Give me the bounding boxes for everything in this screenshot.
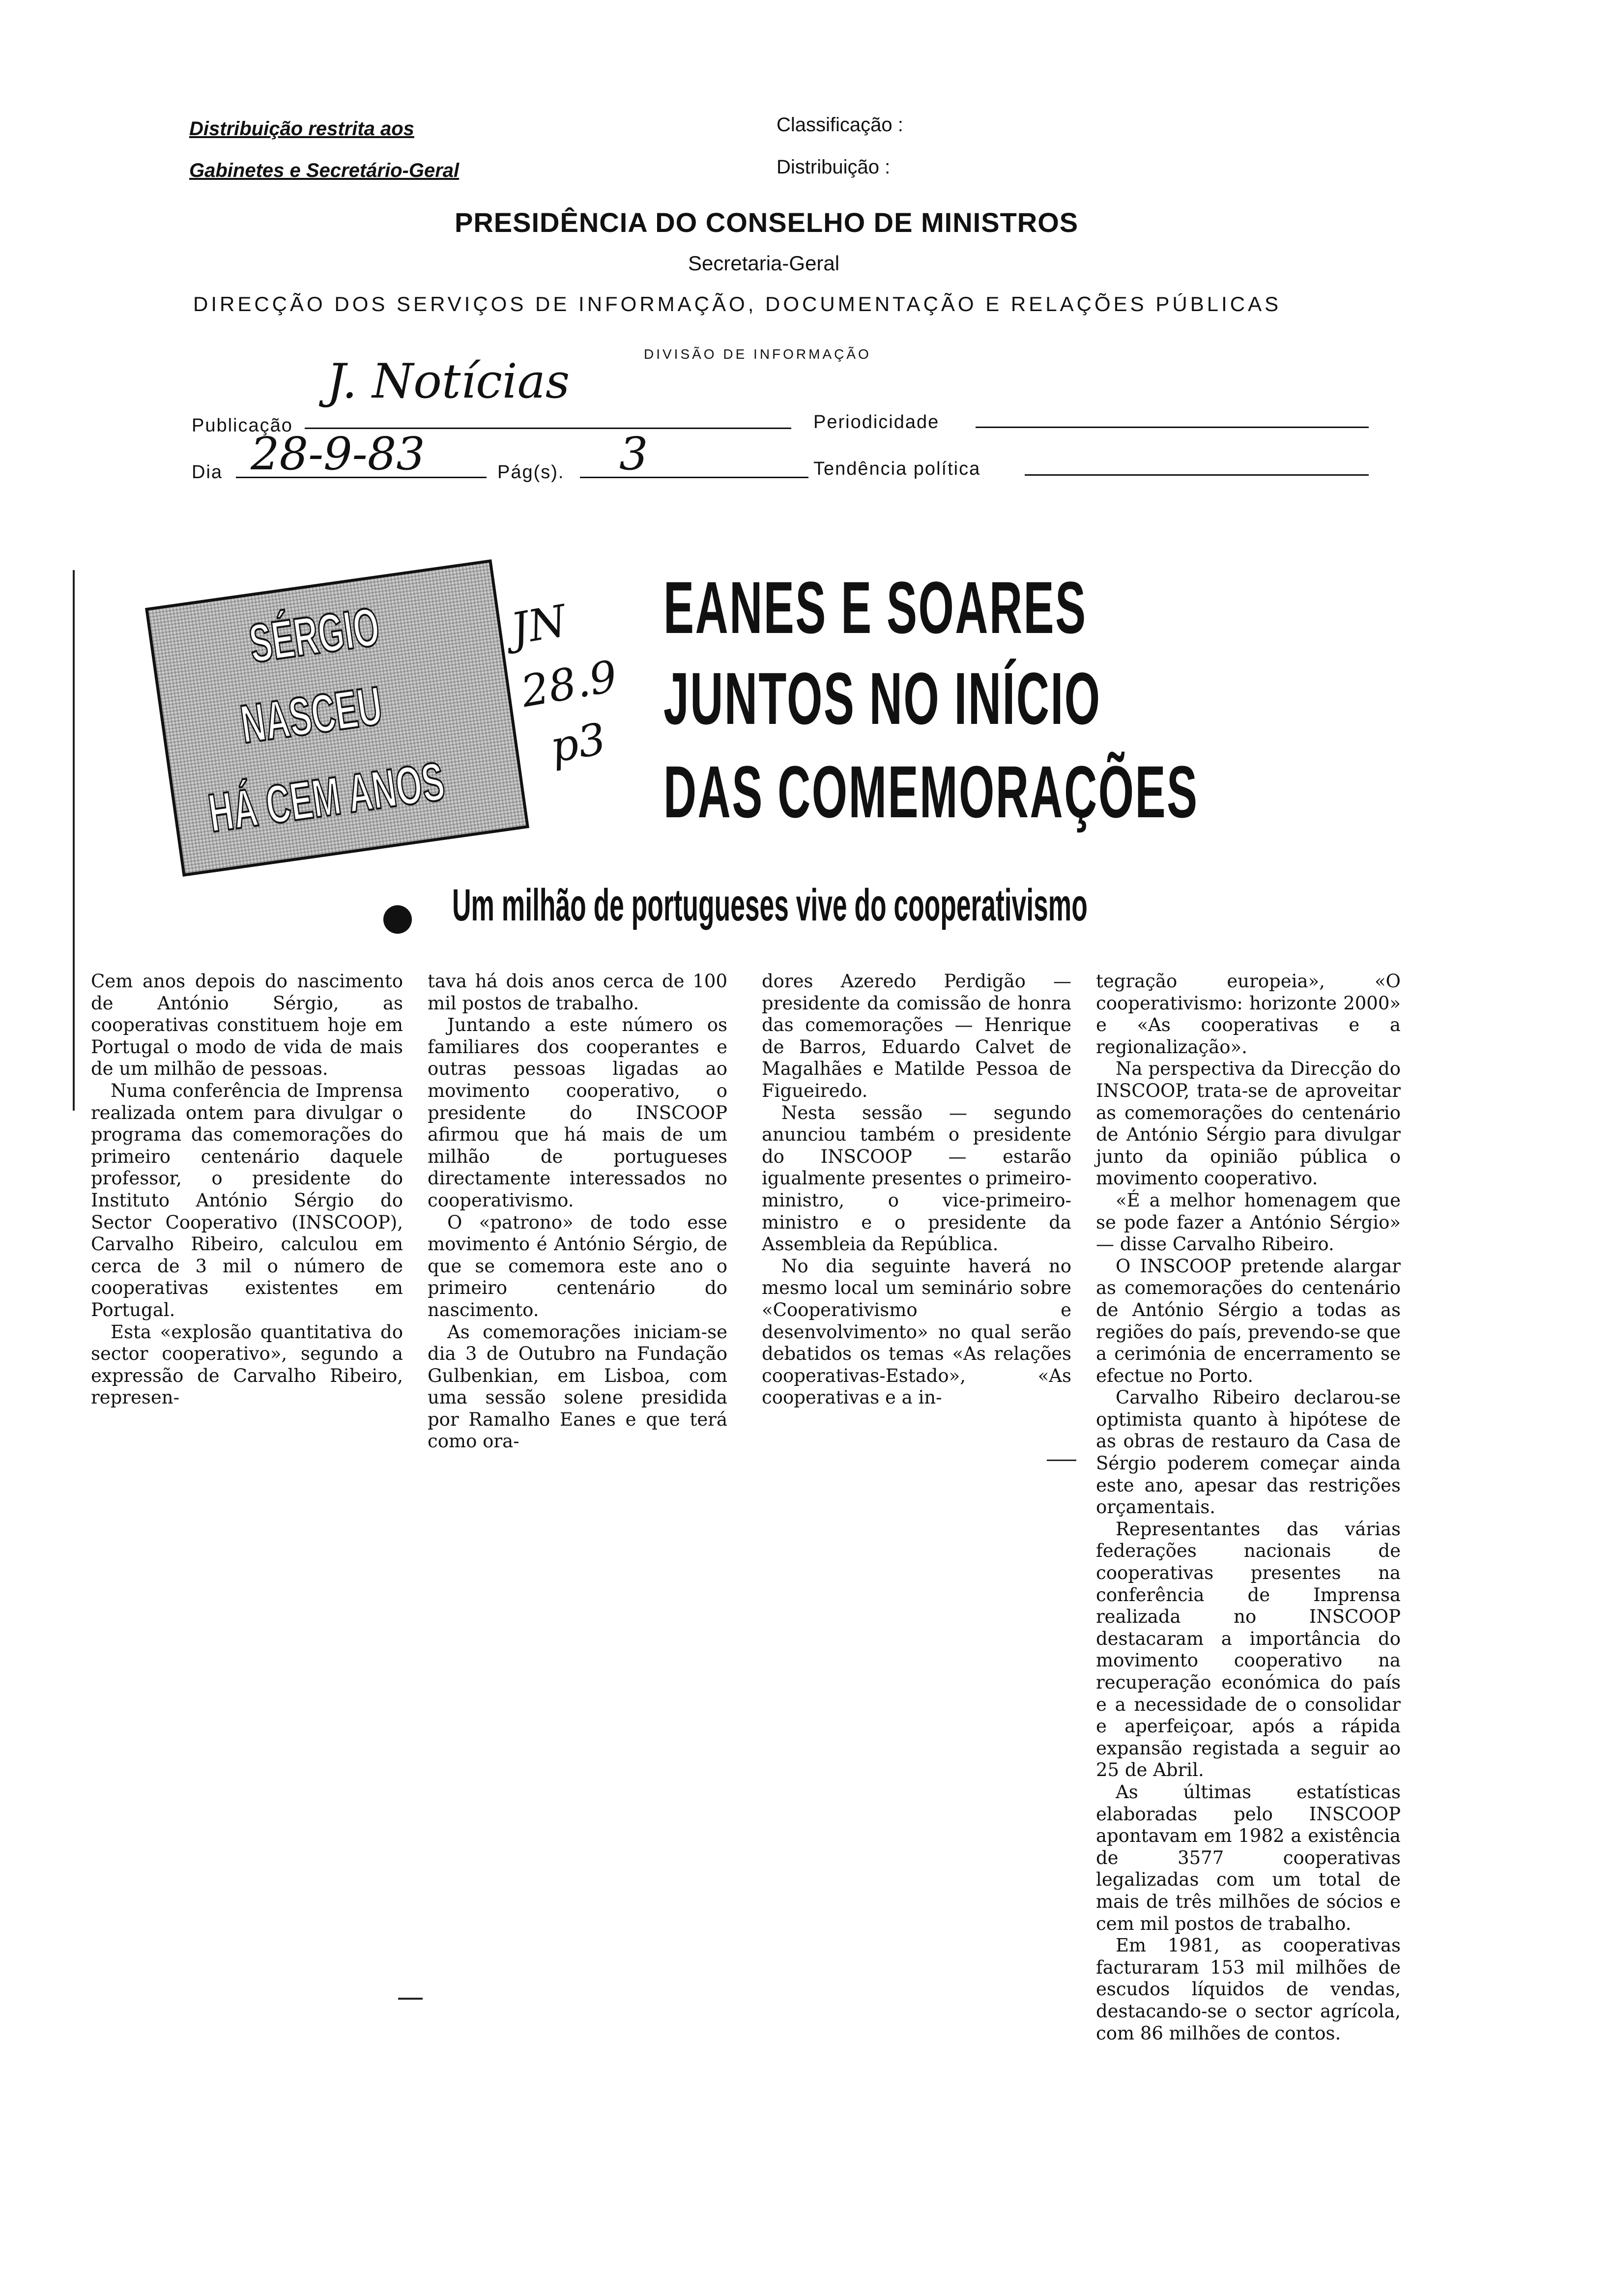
headline-line-3: DAS COMEMORAÇÕES [663, 750, 1199, 833]
pags-line [580, 477, 808, 478]
paragraph: tegração europeia», «O cooperativismo: horizonte 2000» e «As cooperativas e a regionalização». [1096, 971, 1401, 1058]
stray-mark [1047, 1460, 1076, 1461]
article-column-4 [1096, 971, 1401, 2044]
kicker-line-2: NASCEU [237, 675, 386, 755]
subheadline: Um milhão de portugueses vive do cooperativismo [452, 880, 1088, 930]
paragraph: Juntando a este número os familiares dos cooperantes e outras pessoas ligadas ao movimento cooperativo, o presidente do INSCOOP afirmou que há mais de um milhão de portugueses directamente interessados no cooperativismo. [428, 1014, 727, 1211]
kicker-text-group [145, 560, 523, 870]
pags-value: 3 [619, 428, 648, 480]
paragraph: «É a melhor homenagem que se pode fazer a António Sérgio» — disse Carvalho Ribeiro. [1096, 1189, 1401, 1255]
handwritten-note-line1: JN [507, 595, 571, 655]
page-subtitle: Secretaria-Geral [688, 252, 840, 275]
article-column-2 [428, 971, 727, 1453]
paragraph: Numa conferência de Imprensa realizada ontem para divulgar o programa das comemorações do primeiro centenário daquele professor, o presidente do Instituto António Sérgio do Sector Cooperativo (INSCOOP), Carvalho Ribeiro, calculou em cerca de 3 mil o número de cooperativas existentes em Portugal. [91, 1080, 403, 1320]
paragraph: Representantes das várias federações nacionais de cooperativas presentes na conferência de Imprensa realizada no INSCOOP destacaram a importância do movimento cooperativo na recuperação económica do país e a necessidade de o consolidar e aperfeiçoar, após a rápida expansão registada a seguir ao 25 de Abril. [1096, 1518, 1401, 1781]
headline-line-1: EANES E SOARES [663, 566, 1087, 649]
division-line: DIVISÃO DE INFORMAÇÃO [644, 346, 871, 362]
paragraph: No dia seguinte haverá no mesmo local um seminário sobre «Cooperativismo e desenvolvimento» no qual serão debatidos os temas «As relações cooperativas-Estado», «As cooperativas e a in- [762, 1255, 1071, 1408]
paragraph: Cem anos depois do nascimento de António Sérgio, as cooperativas constituem hoje em Portugal o modo de vida de mais de um milhão de pessoas. [91, 971, 403, 1080]
dia-value: 28-9-83 [251, 428, 425, 480]
page-title: PRESIDÊNCIA DO CONSELHO DE MINISTROS [455, 207, 1079, 238]
paragraph: dores Azeredo Perdigão — presidente da comissão de honra das comemorações — Henrique de Barros, Eduardo Calvet de Magalhães e Matilde Pessoa de Figueiredo. [762, 971, 1071, 1101]
restricted-distribution-line2: Gabinetes e Secretário-Geral [189, 160, 460, 181]
kicker-line-1: SÉRGIO [245, 596, 383, 674]
dia-label: Dia [192, 462, 223, 483]
paragraph: tava há dois anos cerca de 100 mil postos de trabalho. [428, 971, 727, 1014]
distribuicao-label: Distribuição : [777, 156, 891, 178]
clipping-left-edge [73, 570, 75, 1111]
classificacao-label: Classificação : [777, 114, 903, 136]
tendencia-line [1025, 474, 1369, 476]
directorate-line: DIRECÇÃO DOS SERVIÇOS DE INFORMAÇÃO, DOCUMENTAÇÃO E RELAÇÕES PÚBLICAS [193, 292, 1282, 316]
stray-mark [398, 1998, 423, 2000]
paragraph: Carvalho Ribeiro declarou-se optimista quanto à hipótese de as obras de restauro da Casa de Sérgio poderem começar ainda este ano, apesar das restrições orçamentais. [1096, 1387, 1401, 1518]
kicker-line-3: HÁ CEM ANOS [204, 750, 448, 844]
publicacao-value: J. Notícias [327, 354, 570, 409]
paragraph: As últimas estatísticas elaboradas pelo INSCOOP apontavam em 1982 a existência de 3577 cooperativas legalizadas com um total de mais de três milhões de sócios e cem mil postos de trabalho. [1096, 1781, 1401, 1934]
paragraph: As comemorações iniciam-se dia 3 de Outubro na Fundação Gulbenkian, em Lisboa, com uma sessão solene presidida por Ramalho Eanes e que terá como ora- [428, 1321, 727, 1452]
paragraph: O INSCOOP pretende alargar as comemorações do centenário de António Sérgio a todas as regiões do país, prevendo-se que a cerimónia de encerramento se efectue no Porto. [1096, 1255, 1401, 1386]
paragraph: O «patrono» de todo esse movimento é António Sérgio, de que se comemora este ano o primeiro centenário do nascimento. [428, 1211, 727, 1320]
restricted-distribution-line1: Distribuição restrita aos [189, 118, 414, 140]
bullet-icon [383, 905, 412, 934]
tendencia-label: Tendência política [813, 459, 981, 479]
article-column-1 [91, 971, 403, 1409]
pags-label: Pág(s). [497, 462, 565, 483]
article-column-3 [762, 971, 1071, 1409]
periodicidade-label: Periodicidade [813, 412, 940, 432]
periodicidade-line [976, 427, 1369, 428]
paragraph: Na perspectiva da Direcção do INSCOOP, trata-se de aproveitar as comemorações do centenário de António Sérgio para divulgar junto da opinião pública o movimento cooperativo. [1096, 1058, 1401, 1189]
handwritten-note-line2: 28.9 [517, 650, 621, 718]
publicacao-label: Publicação [192, 415, 293, 436]
paragraph: Esta «explosão quantitativa do sector cooperativo», segundo a expressão de Carvalho Ribeiro, represen- [91, 1321, 403, 1408]
paragraph: Nesta sessão — segundo anunciou também o presidente do INSCOOP — estarão igualmente presentes o primeiro-ministro, o vice-primeiro-ministro e o presidente da Assembleia da República. [762, 1102, 1071, 1255]
headline-line-2: JUNTOS NO INÍCIO [663, 657, 1101, 740]
paragraph: Em 1981, as cooperativas facturaram 153 mil milhões de escudos líquidos de vendas, destacando-se o sector agrícola, com 86 milhões de contos. [1096, 1935, 1401, 2044]
handwritten-note-line3: p3 [546, 713, 610, 773]
